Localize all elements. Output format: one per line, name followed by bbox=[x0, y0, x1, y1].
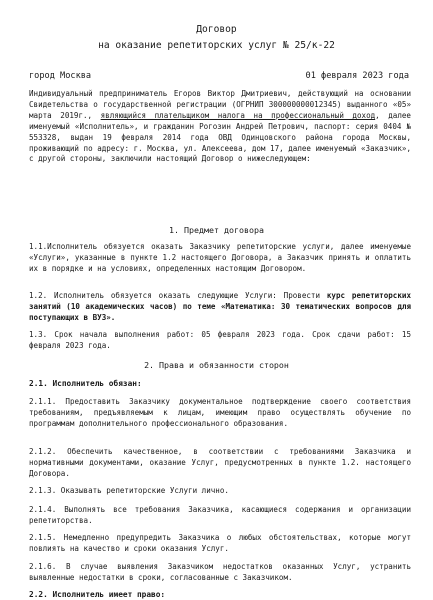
subsection-2-1: 2.1. Исполнитель обязан: bbox=[29, 379, 142, 388]
subsection-2-2: 2.2. Исполнитель имеет право: bbox=[29, 590, 166, 599]
clause-2-1-5: 2.1.5. Немедленно предупредить Заказчика о любых обстоятельствах, которые могут повлиять на качество и сроки оказания Услуг. bbox=[29, 533, 411, 553]
clause-2-1-2: 2.1.2. Обеспечить качественное, в соответствии с требованиями Заказчика и нормативными документами, оказание Услуг, предусмотренных в пункте 1.2. настоящего Договора. bbox=[29, 447, 411, 478]
clause-2-1-3: 2.1.3. Оказывать репетиторские Услуги лично. bbox=[29, 486, 229, 495]
intro-underlined-text: являющийся плательщиком налога на профессиональный доход bbox=[100, 110, 376, 120]
clause-1-3: 1.3. Срок начала выполнения работ: 05 февраля 2023 года. Срок сдачи работ: 15 февраля 2023 года. bbox=[29, 330, 411, 350]
clause-2-1-1: 2.1.1. Предоставить Заказчику документальное подтверждение своего соответствия требованиям, предъявляемым к лицам, имеющим право осуществлять обучение по программам дополнительного профессионального образования. bbox=[29, 397, 411, 428]
section2-heading: 2. Права и обязанности сторон bbox=[144, 360, 289, 370]
document-title: Договор bbox=[196, 24, 237, 35]
clause-1-1: 1.1.Исполнитель обязуется оказать Заказчику репетиторские услуги, далее именуемые «Услуги», указанные в пункте 1.2 настоящего Договора, а Заказчик принять и оплатить их в порядке и на условиях, определенных настоящим Договором. bbox=[29, 242, 411, 273]
intro-text-part2: , далее именуемый «Исполнитель», и гражданин Рогозин Андрей Петрович, паспорт: серия 0404 № 553328, выдан 19 февраля 2014 года ОВД Одинцовского района города Москвы, проживающий по адресу: г. Москва, ул. Алексеева, дом 17, далее именуемый «Заказчик», с другой стороны, заключили настоящий Договор о нижеследующем: bbox=[29, 110, 411, 164]
contract-date: 01 февраля 2023 года bbox=[305, 71, 409, 81]
clause-1-2-bold-text: курс репетиторских занятий (10 академических часов) по теме «Математика: 30 тематических вопросов для поступающих в ВУЗ». bbox=[29, 291, 411, 322]
clause-2-1-4: 2.1.4. Выполнять все требования Заказчика, касающиеся содержания и организации репетиторства. bbox=[29, 505, 411, 525]
intro-paragraph bbox=[29, 89, 411, 165]
section1-heading: 1. Предмет договора bbox=[169, 225, 264, 235]
document-subtitle: на оказание репетиторских услуг № 25/к-22 bbox=[98, 40, 335, 51]
clause-1-2 bbox=[29, 291, 411, 324]
clause-2-1-6: 2.1.6. В случае выявления Заказчиком недостатков оказанных Услуг, устранить выявленные недостатки в сроки, согласованные с Заказчиком. bbox=[29, 562, 411, 582]
clause-1-2-text: 1.2. Исполнитель обязуется оказать следующие Услуги: Провести bbox=[29, 291, 327, 300]
intro-text-part1: Индивидуальный предприниматель Егоров Виктор Дмитриевич, действующий на основании Свидетельства о государственной регистрации (ОГРНИП 300000000012345) выданного «05» марта 2019г., bbox=[29, 89, 411, 120]
city-label: город Москва bbox=[29, 71, 92, 81]
place-date-row bbox=[29, 71, 409, 82]
